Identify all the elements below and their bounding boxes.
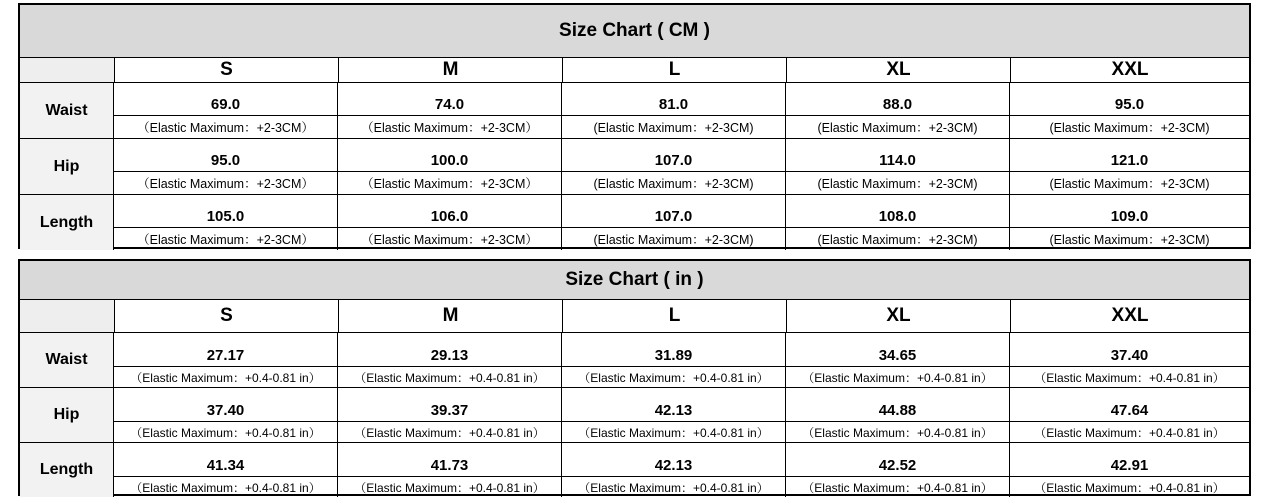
size-header-xxl: XXL: [1111, 59, 1149, 80]
cell-note: （Elastic Maximum：+0.4-0.81 in）: [114, 366, 337, 387]
cell-value: 95.0: [1114, 96, 1145, 113]
cell-value: 105.0: [206, 208, 245, 225]
cell-note: （Elastic Maximum：+0.4-0.81 in）: [562, 421, 785, 442]
cell-value: 39.37: [430, 402, 469, 419]
cell-value: 95.0: [210, 152, 241, 169]
cell-note: (Elastic Maximum：+2-3CM): [562, 171, 785, 194]
cell-note: （Elastic Maximum：+2-3CM）: [338, 171, 561, 194]
table-cell: [114, 83, 338, 138]
cell-value: 44.88: [878, 402, 917, 419]
cell-value: 100.0: [430, 152, 469, 169]
table-cell: [1010, 443, 1249, 497]
table-row-length: [20, 195, 1249, 250]
size-header-xl: XL: [787, 58, 1011, 82]
cell-value: 121.0: [1110, 152, 1149, 169]
header-corner: [20, 300, 115, 332]
table-cell: [1010, 195, 1249, 250]
cell-note: （Elastic Maximum：+0.4-0.81 in）: [786, 366, 1009, 387]
cell-value: 109.0: [1110, 208, 1149, 225]
cell-note: （Elastic Maximum：+0.4-0.81 in）: [786, 421, 1009, 442]
table-cell: [786, 195, 1010, 250]
row-label: Hip: [20, 139, 114, 194]
cell-value: 69.0: [210, 96, 241, 113]
cell-value: 108.0: [878, 208, 917, 225]
table-cell: [1010, 388, 1249, 442]
cell-note: （Elastic Maximum：+2-3CM）: [114, 227, 337, 250]
size-header-s: S: [115, 58, 339, 82]
table-cell: [114, 139, 338, 194]
table-cell: [114, 443, 338, 497]
cell-value: 41.34: [206, 457, 245, 474]
table-row-length: [20, 443, 1249, 497]
cell-note: （Elastic Maximum：+0.4-0.81 in）: [338, 476, 561, 497]
table-cell: [562, 195, 786, 250]
cell-value: 42.91: [1110, 457, 1149, 474]
cell-note: （Elastic Maximum：+0.4-0.81 in）: [562, 366, 785, 387]
cell-note: （Elastic Maximum：+0.4-0.81 in）: [1010, 476, 1249, 497]
size-header-s: S: [115, 300, 339, 332]
cell-note: （Elastic Maximum：+0.4-0.81 in）: [114, 476, 337, 497]
cell-note: (Elastic Maximum：+2-3CM): [1010, 227, 1249, 250]
table-cell: [1010, 333, 1249, 387]
table-cell: [338, 388, 562, 442]
size-header-xxl: XXL: [1111, 305, 1149, 326]
cell-note: （Elastic Maximum：+0.4-0.81 in）: [338, 421, 561, 442]
table-cell: [338, 195, 562, 250]
cell-value: 27.17: [206, 347, 245, 364]
cell-value: 88.0: [882, 96, 913, 113]
cell-note: (Elastic Maximum：+2-3CM): [786, 227, 1009, 250]
cell-note: (Elastic Maximum：+2-3CM): [562, 115, 785, 138]
table-cell: [786, 83, 1010, 138]
cell-value: 81.0: [658, 96, 689, 113]
size-header-row: [20, 300, 1249, 333]
table-cell: [338, 333, 562, 387]
cell-value: 37.40: [1110, 347, 1149, 364]
cell-note: （Elastic Maximum：+2-3CM）: [114, 171, 337, 194]
table-cell: [114, 333, 338, 387]
cell-note: (Elastic Maximum：+2-3CM): [562, 227, 785, 250]
table-cell: [338, 83, 562, 138]
cell-note: （Elastic Maximum：+2-3CM）: [114, 115, 337, 138]
cell-note: （Elastic Maximum：+2-3CM）: [338, 115, 561, 138]
row-label: Waist: [20, 83, 114, 138]
cell-note: （Elastic Maximum：+0.4-0.81 in）: [1010, 366, 1249, 387]
table-cell: [786, 139, 1010, 194]
row-label: Hip: [20, 388, 114, 442]
cell-value: 107.0: [654, 152, 693, 169]
table-cell: [114, 388, 338, 442]
table-cell: [114, 195, 338, 250]
size-header-l: L: [563, 300, 787, 332]
cell-note: （Elastic Maximum：+0.4-0.81 in）: [786, 476, 1009, 497]
cell-note: （Elastic Maximum：+0.4-0.81 in）: [114, 421, 337, 442]
row-label: Waist: [20, 333, 114, 387]
table-row-waist: [20, 83, 1249, 139]
cell-value: 107.0: [654, 208, 693, 225]
cell-note: (Elastic Maximum：+2-3CM): [1010, 171, 1249, 194]
size-chart-cm: [18, 3, 1251, 249]
row-label: Length: [20, 195, 114, 250]
table-cell: [338, 443, 562, 497]
cell-value: 114.0: [879, 152, 916, 169]
table-cell: [338, 139, 562, 194]
table-row-hip: [20, 139, 1249, 195]
cell-note: (Elastic Maximum：+2-3CM): [786, 171, 1009, 194]
cell-value: 42.52: [878, 457, 917, 474]
cell-note: （Elastic Maximum：+0.4-0.81 in）: [562, 476, 785, 497]
header-corner: [20, 58, 115, 82]
size-header-m: M: [339, 58, 563, 82]
cell-note: （Elastic Maximum：+0.4-0.81 in）: [338, 366, 561, 387]
size-chart-in: [18, 259, 1251, 496]
cell-note: （Elastic Maximum：+2-3CM）: [338, 227, 561, 250]
table-cell: [1010, 83, 1249, 138]
row-label: Length: [20, 443, 114, 497]
table-cell: [562, 388, 786, 442]
table-row-waist: [20, 333, 1249, 388]
size-header-xl: XL: [787, 300, 1011, 332]
chart-title: Size Chart ( CM ): [20, 5, 1249, 58]
table-cell: [1010, 139, 1249, 194]
size-header-l: L: [563, 58, 787, 82]
cell-value: 42.13: [654, 402, 693, 419]
cell-value: 42.13: [654, 457, 693, 474]
chart-title: Size Chart ( in ): [20, 261, 1249, 300]
cell-note: (Elastic Maximum：+2-3CM): [786, 115, 1009, 138]
cell-note: (Elastic Maximum：+2-3CM): [1010, 115, 1249, 138]
table-row-hip: [20, 388, 1249, 443]
cell-value: 37.40: [206, 402, 245, 419]
cell-value: 29.13: [430, 347, 469, 364]
table-cell: [786, 333, 1010, 387]
cell-value: 47.64: [1110, 402, 1149, 419]
table-cell: [562, 139, 786, 194]
table-cell: [562, 443, 786, 497]
cell-value: 34.65: [878, 347, 917, 364]
table-cell: [786, 443, 1010, 497]
size-header-m: M: [339, 300, 563, 332]
table-cell: [562, 333, 786, 387]
cell-value: 74.0: [434, 96, 465, 113]
cell-value: 106.0: [430, 208, 469, 225]
cell-note: （Elastic Maximum：+0.4-0.81 in）: [1010, 421, 1249, 442]
size-header-row: [20, 58, 1249, 83]
table-cell: [562, 83, 786, 138]
cell-value: 31.89: [654, 347, 693, 364]
cell-value: 41.73: [430, 457, 469, 474]
table-cell: [786, 388, 1010, 442]
